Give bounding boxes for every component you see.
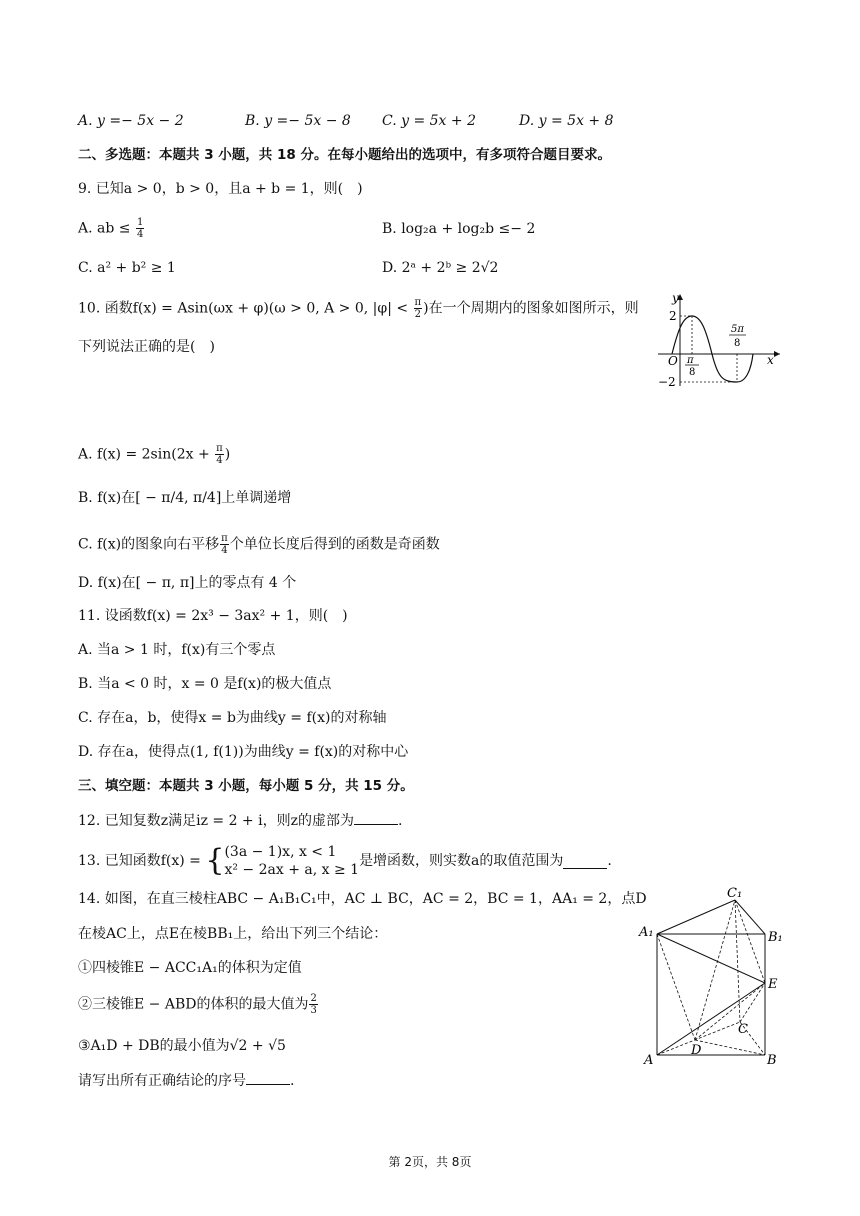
- q14-conclusion-2: [78, 993, 319, 1016]
- section-3-heading: 三、填空题：本题共 3 小题，每小题 5 分，共 15 分。: [78, 778, 414, 794]
- frac-num: π: [414, 297, 422, 308]
- frac-num: π: [221, 533, 228, 544]
- q13-pre: 13. 已知函数f(x) =: [78, 853, 206, 869]
- q11-option-b: B. 当a < 0 时，x = 0 是f(x)的极大值点: [78, 676, 332, 692]
- section-2-heading: 二、多选题：本题共 3 小题，共 18 分。在每小题给出的选项中，有多项符合题目要求。: [78, 147, 611, 163]
- q13-stem: [78, 843, 612, 883]
- q10-stem-pre: 10. 函数f(x) = Asin(ωx + φ)(ω > 0, A > 0, |φ| <: [78, 300, 413, 317]
- q10-stem-line2: 下列说法正确的是( ): [78, 339, 215, 355]
- q12-answer-blank[interactable]: [354, 810, 398, 825]
- y-label: y: [672, 291, 679, 305]
- edge-c1b1: [735, 900, 765, 934]
- frac-num: 2: [310, 993, 317, 1004]
- x-axis-arrow: [774, 351, 780, 357]
- q10-stem-fraction: [414, 297, 423, 320]
- edge-ce: [740, 983, 765, 1022]
- q10-sine-graph: [650, 290, 790, 390]
- q9-option-a: [78, 217, 145, 240]
- q9-a-fraction: [136, 217, 144, 240]
- label-a1: A₁: [639, 925, 654, 940]
- q14-conclusion-1: ①四棱锥E − ACC₁A₁的体积为定值: [78, 960, 302, 976]
- edge-c1e: [735, 900, 765, 983]
- q10-a-fraction: [215, 443, 224, 466]
- q11-option-c: C. 存在a，b，使得x = b为曲线y = f(x)的对称轴: [78, 710, 387, 726]
- label-d: D: [691, 1043, 702, 1058]
- q14-ask: [78, 1070, 294, 1091]
- q8-option-b: B. y =− 5x − 8: [245, 113, 351, 129]
- q14-line2: 在棱AC上，点E在棱BB₁上，给出下列三个结论：: [78, 926, 388, 942]
- q13-end: .: [607, 853, 612, 869]
- q13-case1: (3a − 1)x, x < 1: [224, 844, 337, 860]
- tick1-den: 8: [689, 367, 696, 378]
- x-label: x: [767, 353, 774, 367]
- y-max-label: 2: [669, 309, 677, 323]
- page-footer: 第 2页，共 8页: [388, 1155, 472, 1169]
- q10-stem: [78, 297, 639, 320]
- label-a: A: [644, 1053, 654, 1068]
- frac-num: π: [216, 443, 223, 454]
- frac-den: 4: [216, 455, 223, 466]
- y-min-label: −2: [658, 375, 676, 389]
- edge-db: [695, 1040, 765, 1055]
- q14-conclusion-3: ③A₁D + DB的最小值为√2 + √5: [78, 1038, 286, 1054]
- tick1-num: π: [687, 355, 694, 366]
- q14-c2-fraction: [309, 993, 317, 1016]
- q14-line1: 14. 如图，在直三棱柱ABC − A₁B₁C₁中，AC ⊥ BC，AC = 2，BC = 1，AA₁ = 2，点D: [78, 891, 647, 907]
- q9-a-text: A. ab ≤: [78, 220, 135, 237]
- q10-option-d: D. f(x)在[ − π, π]上的零点有 4 个: [78, 575, 297, 591]
- frac-den: 4: [136, 229, 144, 240]
- q8-option-d: D. y = 5x + 8: [519, 113, 614, 129]
- q8-option-a: A. y =− 5x − 2: [78, 113, 184, 129]
- q13-post: 是增函数，则实数a的取值范围为: [359, 853, 564, 869]
- label-c: C: [738, 1022, 748, 1037]
- q10-c-fraction: [220, 533, 229, 556]
- q12-stem: [78, 810, 402, 831]
- q14-c2-pre: ②三棱锥E − ABD的体积的最大值为: [78, 996, 309, 1013]
- q12-text: 12. 已知复数z满足iz = 2 + i，则z的虚部为: [78, 813, 354, 829]
- frac-den: 2: [414, 309, 422, 320]
- frac-den: 3: [310, 1005, 317, 1016]
- q10-c-pre: C. f(x)的图象向右平移: [78, 536, 220, 553]
- q10-option-b: B. f(x)在[ − π/4, π/4]上单调递增: [78, 490, 292, 506]
- edge-dc1: [695, 900, 735, 1040]
- label-e: E: [768, 977, 778, 992]
- label-c1: C₁: [727, 886, 743, 901]
- q13-case2: x² − 2ax + a, x ≥ 1: [224, 862, 360, 878]
- label-b: B: [767, 1053, 777, 1068]
- q13-brace: {: [205, 843, 225, 878]
- q10-stem-post: )在一个周期内的图象如图所示，则: [423, 300, 639, 317]
- q10-c-post: 个单位长度后得到的函数是奇函数: [229, 536, 440, 553]
- origin-label: O: [668, 354, 678, 368]
- q8-option-c: C. y = 5x + 2: [382, 113, 476, 129]
- tick2-den: 8: [734, 338, 741, 349]
- q9-stem: 9. 已知a > 0，b > 0，且a + b = 1，则( ): [78, 181, 363, 197]
- edge-a1d: [657, 934, 695, 1040]
- q14-ask-text: 请写出所有正确结论的序号: [78, 1073, 246, 1089]
- q12-end: .: [397, 813, 403, 829]
- q11-stem: 11. 设函数f(x) = 2x³ − 3ax² + 1，则( ): [78, 608, 348, 624]
- frac-num: 1: [136, 217, 144, 228]
- q10-option-c: [78, 533, 440, 556]
- q10-a-post: ): [224, 446, 231, 463]
- q10-a-pre: A. f(x) = 2sin(2x +: [78, 446, 215, 463]
- edge-a1e: [657, 934, 765, 983]
- frac-den: 4: [221, 545, 228, 556]
- q14-ask-end: .: [290, 1073, 295, 1089]
- label-b1: B₁: [768, 930, 783, 945]
- q13-cases: [224, 843, 359, 879]
- q11-option-a: A. 当a > 1 时，f(x)有三个零点: [78, 642, 276, 658]
- q10-option-a: [78, 443, 230, 466]
- q9-option-c: C. a² + b² ≥ 1: [78, 260, 176, 276]
- edge-de: [695, 983, 765, 1040]
- q9-option-b: B. log₂a + log₂b ≤− 2: [382, 221, 536, 237]
- q13-answer-blank[interactable]: [563, 854, 607, 869]
- tick2-num: 5π: [731, 324, 744, 335]
- q14-prism-figure: [635, 882, 790, 1072]
- edge-a1c1: [657, 900, 735, 934]
- q11-option-d: D. 存在a，使得点(1, f(1))为曲线y = f(x)的对称中心: [78, 744, 409, 760]
- q9-option-d: D. 2ᵃ + 2ᵇ ≥ 2√2: [382, 260, 499, 276]
- q14-answer-blank[interactable]: [246, 1070, 290, 1085]
- edge-ae: [657, 983, 765, 1055]
